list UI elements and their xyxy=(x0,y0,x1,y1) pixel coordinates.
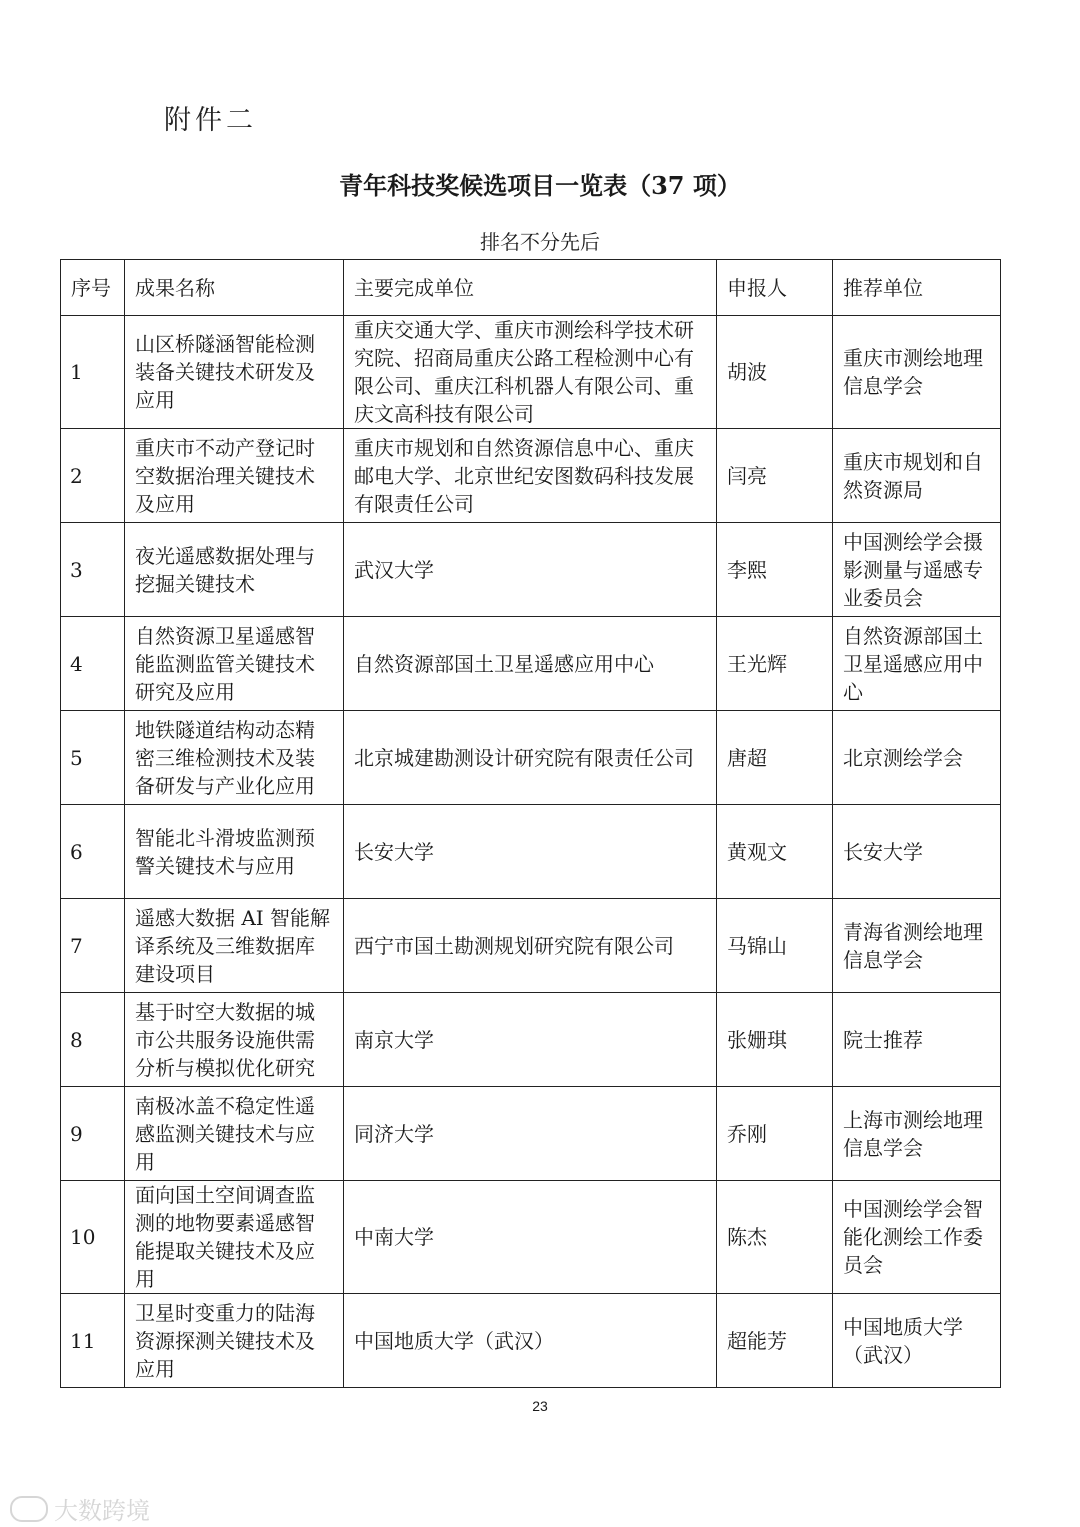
row-number: 9 xyxy=(61,1087,125,1181)
project-name: 基于时空大数据的城市公共服务设施供需分析与模拟优化研究 xyxy=(125,993,344,1087)
table-row xyxy=(61,523,1001,617)
completion-unit: 中国地质大学（武汉） xyxy=(344,1294,717,1388)
document-subtitle: 排名不分先后 xyxy=(480,230,600,254)
applicant: 闫亮 xyxy=(717,429,833,523)
applicant: 陈杰 xyxy=(717,1181,833,1294)
completion-unit: 中南大学 xyxy=(344,1181,717,1294)
row-number: 8 xyxy=(61,993,125,1087)
table-header-row xyxy=(61,260,1001,316)
col-header-recommender: 推荐单位 xyxy=(833,260,1001,316)
completion-unit: 自然资源部国土卫星遥感应用中心 xyxy=(344,617,717,711)
project-name: 重庆市不动产登记时空数据治理关键技术及应用 xyxy=(125,429,344,523)
table-row xyxy=(61,429,1001,523)
completion-unit: 重庆交通大学、重庆市测绘科学技术研究院、招商局重庆公路工程检测中心有限公司、重庆江科机器人有限公司、重庆文高科技有限公司 xyxy=(344,316,717,429)
recommender: 上海市测绘地理信息学会 xyxy=(833,1087,1001,1181)
applicant: 乔刚 xyxy=(717,1087,833,1181)
recommender: 长安大学 xyxy=(833,805,1001,899)
project-name: 面向国土空间调查监测的地物要素遥感智能提取关键技术及应用 xyxy=(125,1181,344,1294)
row-number: 4 xyxy=(61,617,125,711)
applicant: 唐超 xyxy=(717,711,833,805)
table-row xyxy=(61,711,1001,805)
recommender: 自然资源部国土卫星遥感应用中心 xyxy=(833,617,1001,711)
recommender: 重庆市规划和自然资源局 xyxy=(833,429,1001,523)
project-name: 自然资源卫星遥感智能监测监管关键技术研究及应用 xyxy=(125,617,344,711)
applicant: 胡波 xyxy=(717,316,833,429)
applicant: 王光辉 xyxy=(717,617,833,711)
completion-unit: 武汉大学 xyxy=(344,523,717,617)
completion-unit: 西宁市国土勘测规划研究院有限公司 xyxy=(344,899,717,993)
table-row xyxy=(61,899,1001,993)
project-name: 智能北斗滑坡监测预警关键技术与应用 xyxy=(125,805,344,899)
project-name: 遥感大数据 AI 智能解译系统及三维数据库建设项目 xyxy=(125,899,344,993)
project-name: 山区桥隧涵智能检测装备关键技术研发及应用 xyxy=(125,316,344,429)
watermark-text: 大数跨境 xyxy=(54,1497,150,1525)
document-title: 青年科技奖候选项目一览表（37 项） xyxy=(339,171,741,200)
watermark xyxy=(10,1491,150,1526)
recommender: 北京测绘学会 xyxy=(833,711,1001,805)
project-name: 南极冰盖不稳定性遥感监测关键技术与应用 xyxy=(125,1087,344,1181)
completion-unit: 长安大学 xyxy=(344,805,717,899)
recommender: 中国测绘学会智能化测绘工作委员会 xyxy=(833,1181,1001,1294)
col-header-applicant: 申报人 xyxy=(717,260,833,316)
applicant: 黄观文 xyxy=(717,805,833,899)
row-number: 7 xyxy=(61,899,125,993)
completion-unit: 同济大学 xyxy=(344,1087,717,1181)
row-number: 11 xyxy=(61,1294,125,1388)
table-row xyxy=(61,1087,1001,1181)
completion-unit: 北京城建勘测设计研究院有限责任公司 xyxy=(344,711,717,805)
attachment-label: 附件二 xyxy=(164,105,257,136)
row-number: 2 xyxy=(61,429,125,523)
applicant: 马锦山 xyxy=(717,899,833,993)
table-row xyxy=(61,1294,1001,1388)
table-row xyxy=(61,993,1001,1087)
project-name: 地铁隧道结构动态精密三维检测技术及装备研发与产业化应用 xyxy=(125,711,344,805)
row-number: 6 xyxy=(61,805,125,899)
recommender: 重庆市测绘地理信息学会 xyxy=(833,316,1001,429)
completion-unit: 重庆市规划和自然资源信息中心、重庆邮电大学、北京世纪安图数码科技发展有限责任公司 xyxy=(344,429,717,523)
table-row xyxy=(61,805,1001,899)
applicant: 李熙 xyxy=(717,523,833,617)
project-name: 卫星时变重力的陆海资源探测关键技术及应用 xyxy=(125,1294,344,1388)
completion-unit: 南京大学 xyxy=(344,993,717,1087)
table-row xyxy=(61,316,1001,429)
project-name: 夜光遥感数据处理与挖掘关键技术 xyxy=(125,523,344,617)
watermark-logo-icon xyxy=(10,1496,48,1522)
col-header-number: 序号 xyxy=(61,260,125,316)
recommender: 青海省测绘地理信息学会 xyxy=(833,899,1001,993)
applicant: 超能芳 xyxy=(717,1294,833,1388)
row-number: 1 xyxy=(61,316,125,429)
recommender: 中国测绘学会摄影测量与遥感专业委员会 xyxy=(833,523,1001,617)
page-number: 23 xyxy=(532,1398,548,1414)
row-number: 5 xyxy=(61,711,125,805)
applicant: 张姗琪 xyxy=(717,993,833,1087)
col-header-name: 成果名称 xyxy=(125,260,344,316)
table-row xyxy=(61,617,1001,711)
row-number: 10 xyxy=(61,1181,125,1294)
table-row xyxy=(61,1181,1001,1294)
recommender: 院士推荐 xyxy=(833,993,1001,1087)
recommender: 中国地质大学（武汉） xyxy=(833,1294,1001,1388)
col-header-unit: 主要完成单位 xyxy=(344,260,717,316)
candidate-table xyxy=(60,259,1001,1388)
row-number: 3 xyxy=(61,523,125,617)
